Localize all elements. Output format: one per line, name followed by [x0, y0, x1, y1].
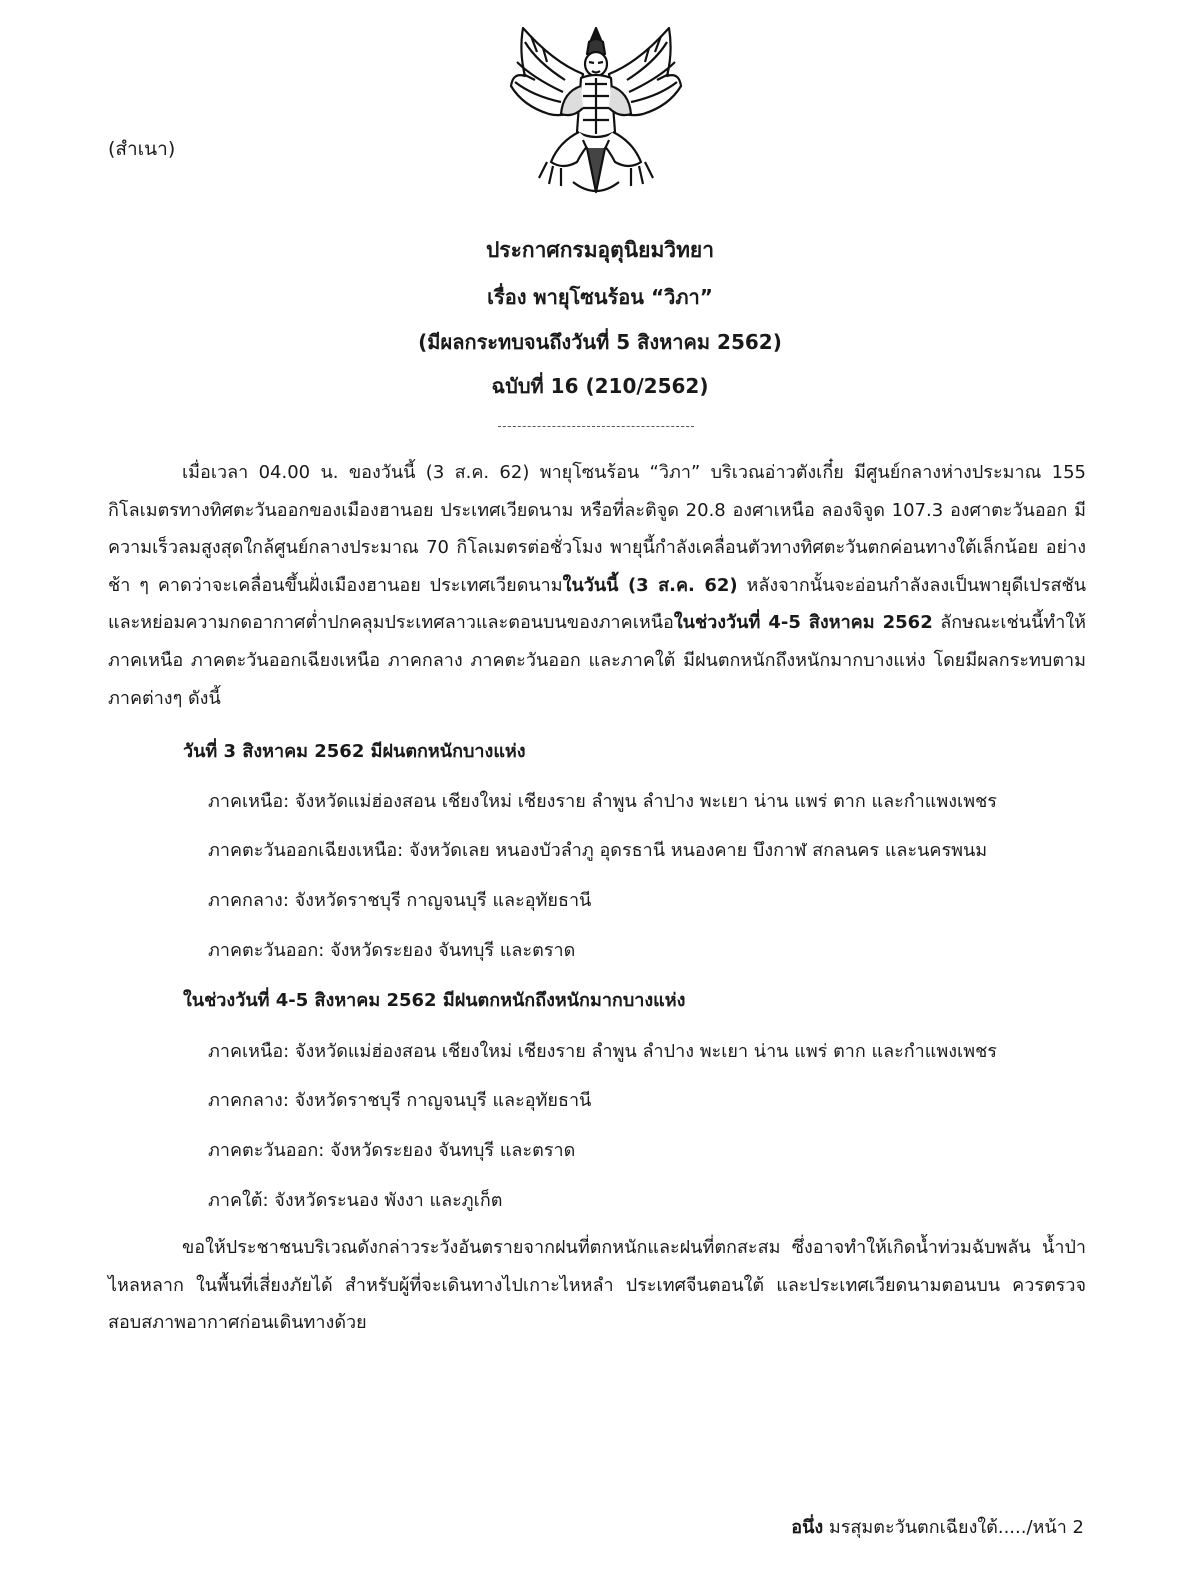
section-2-region-item: ภาคเหนือ: จังหวัดแม่ฮ่องสอน เชียงใหม่ เชียงราย ลำพูน ลำปาง พะเยา น่าน แพร่ ตาก และกำแพงเพชร — [208, 1041, 997, 1062]
section-1-region-item: ภาคตะวันออก: จังหวัดระยอง จันทบุรี และตราด — [208, 940, 576, 961]
intro-paragraph — [108, 454, 1086, 717]
intro-bold-2: ในช่วงวันที่ 4-5 สิงหาคม 2562 — [673, 612, 933, 634]
document-subject: เรื่อง พายุโซนร้อน “วิภา” — [487, 285, 713, 309]
footer-bold: อนึ่ง — [791, 1517, 824, 1538]
heading-divider — [498, 426, 694, 427]
section-2-region-item: ภาคใต้: จังหวัดระนอง พังงา และภูเก็ต — [208, 1190, 503, 1211]
garuda-emblem-icon — [503, 22, 689, 202]
section-2-region-item: ภาคตะวันออก: จังหวัดระยอง จันทบุรี และตราด — [208, 1140, 576, 1161]
footer-text: มรสุมตะวันตกเฉียงใต้...../หน้า 2 — [823, 1517, 1084, 1538]
document-title: ประกาศกรมอุตุนิยมวิทยา — [485, 238, 715, 262]
document-issue-number: ฉบับที่ 16 (210/2562) — [491, 374, 709, 398]
closing-paragraph — [108, 1229, 1086, 1342]
section-1-region-item: ภาคตะวันออกเฉียงเหนือ: จังหวัดเลย หนองบัวลำภู อุดรธานี หนองคาย บึงกาฬ สกลนคร และนครพนม — [208, 840, 988, 861]
section-2-heading: ในช่วงวันที่ 4-5 สิงหาคม 2562 มีฝนตกหนักถึงหนักมากบางแห่ง — [183, 990, 686, 1011]
copy-mark: (สำเนา) — [108, 138, 176, 160]
section-1-heading: วันที่ 3 สิงหาคม 2562 มีฝนตกหนักบางแห่ง — [183, 741, 526, 762]
intro-text-1: เมื่อเวลา 04.00 น. ของวันนี้ (3 ส.ค. 62) พายุโซนร้อน “วิภา” บริเวณอ่าวตังเกี๋ย มีศูนย์กลางห่างประมาณ 155 กิโลเมตรทางทิศตะวันออกของเมืองฮานอย ประเทศเวียดนาม หรือที่ละติจูด 20.8 องศาเหนือ ลองจิจูด 107.3 องศาตะวันออก มีความเร็วลมสูงสุดใกล้ศูนย์กลางประมาณ 70 กิโลเมตรต่อชั่วโมง พายุนี้กำลังเคลื่อนตัวทางทิศตะวันตกค่อนทางใต้เล็กน้อย อย่างช้า ๆ คาดว่าจะเคลื่อนขึ้นฝั่งเมืองฮานอย ประเทศเวียดนาม — [108, 462, 1086, 596]
section-1-region-item: ภาคกลาง: จังหวัดราชบุรี กาญจนบุรี และอุทัยธานี — [208, 890, 592, 911]
section-2-region-item: ภาคกลาง: จังหวัดราชบุรี กาญจนบุรี และอุทัยธานี — [208, 1090, 592, 1111]
page-continuation-footer — [791, 1512, 1084, 1541]
intro-text-3: ลักษณะเช่นนี้ทำให้ภาคเหนือ ภาคตะวันออกเฉียงเหนือ ภาคกลาง ภาคตะวันออก และภาคใต้ มีฝนตกหนักถึงหนักมากบางแห่ง โดยมีผลกระทบตามภาคต่างๆ ดังนี้ — [108, 612, 1086, 709]
section-1-region-item: ภาคเหนือ: จังหวัดแม่ฮ่องสอน เชียงใหม่ เชียงราย ลำพูน ลำปาง พะเยา น่าน แพร่ ตาก และกำแพงเพชร — [208, 791, 997, 812]
closing-text: ขอให้ประชาชนบริเวณดังกล่าวระวังอันตรายจากฝนที่ตกหนักและฝนที่ตกสะสม ซึ่งอาจทำให้เกิดน้ำท่วมฉับพลัน น้ำป่าไหลหลาก ในพื้นที่เสี่ยงภัยได้ สำหรับผู้ที่จะเดินทางไปเกาะไหหลำ ประเทศจีนตอนใต้ และประเทศเวียดนามตอนบน ควรตรวจสอบสภาพอากาศก่อนเดินทางด้วย — [108, 1237, 1086, 1334]
intro-text-2: หลังจากนั้นจะอ่อนกำลังลงเป็นพายุดีเปรสชัน และหย่อมความกดอากาศต่ำปกคลุมประเทศลาวและตอนบนของภาคเหนือ — [108, 574, 1087, 634]
document-effect-date: (มีผลกระทบจนถึงวันที่ 5 สิงหาคม 2562) — [418, 330, 782, 354]
intro-bold-1: ในวันนี้ (3 ส.ค. 62) — [562, 574, 738, 596]
